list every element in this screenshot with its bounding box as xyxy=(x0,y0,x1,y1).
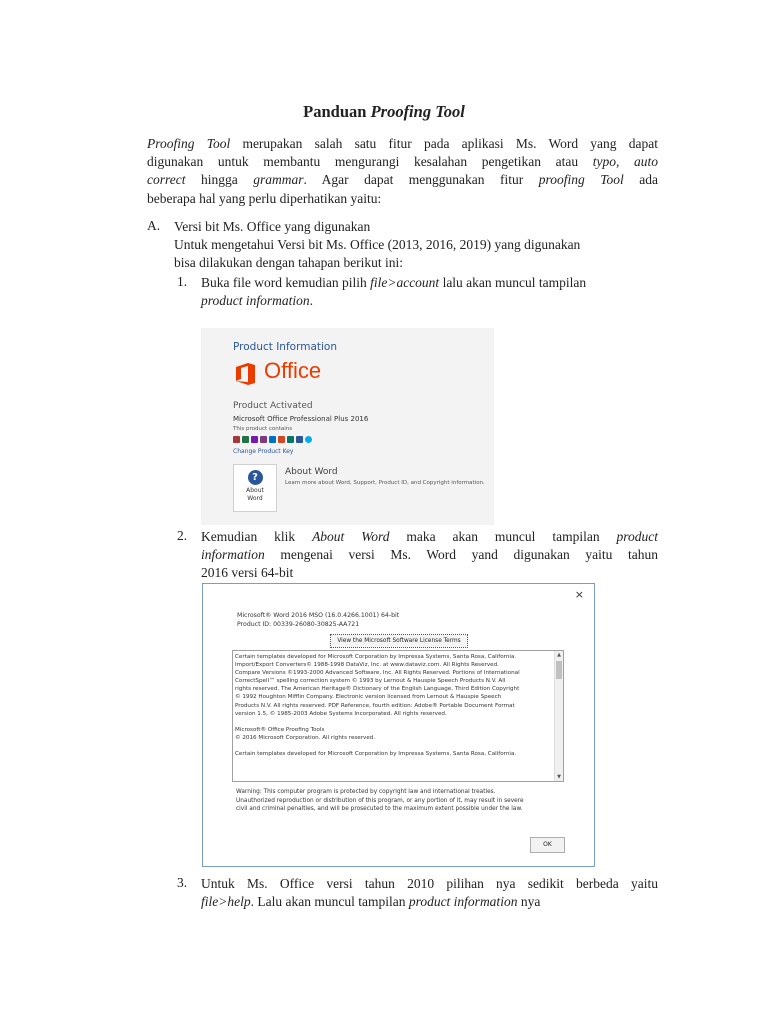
step-2-marker: 2. xyxy=(177,528,188,543)
outlook-icon xyxy=(269,436,276,443)
intro-text: merupakan salah satu fitur pada aplikasi Ms. Word yang dapat xyxy=(230,136,658,151)
skype-icon xyxy=(305,436,312,443)
license-line: Import/Export Converters© 1988-1998 DataViz, Inc. at www.dataviz.com. All Rights Reserved. xyxy=(235,662,499,669)
step-3-text: Untuk Ms. Office versi tahun 2010 pilihan nya sedikit berbeda yaitu xyxy=(201,876,658,891)
title-text: Panduan xyxy=(303,102,371,121)
step-term: About Word xyxy=(312,529,390,544)
ok-button[interactable]: OK xyxy=(530,837,565,853)
step-1-marker: 1. xyxy=(177,274,188,289)
step-1-text-2 xyxy=(201,292,661,310)
step-3-marker: 3. xyxy=(177,875,188,890)
step-term: file>help xyxy=(201,894,251,909)
license-line: © 1992 Houghton Mifflin Company. Electronic version licensed from Lernout & Hauspie Speech xyxy=(235,694,502,701)
step-term: information xyxy=(201,547,265,562)
change-product-key-link[interactable]: Change Product Key xyxy=(233,448,294,455)
warning-line: Warning: This computer program is protected by copyright law and international treaties. xyxy=(236,789,496,795)
warning-line: Unauthorized reproduction or distribution of this program, or any portion of it, may result in severe xyxy=(236,797,524,804)
license-text xyxy=(235,653,555,758)
step-text: Buka file word kemudian pilih xyxy=(201,275,371,290)
view-license-button[interactable]: View the Microsoft Software License Terms xyxy=(330,634,468,648)
product-id-line: Product ID: 00339-26080-30825-AA721 xyxy=(237,621,360,628)
powerpoint-icon xyxy=(278,436,285,443)
intro-text: hingga xyxy=(185,172,254,188)
product-information-screenshot xyxy=(201,328,494,525)
license-line: rights reserved. The American Heritage® Dictionary of the English Language, Third Edition Copyright xyxy=(235,686,520,693)
excel-icon xyxy=(242,436,249,443)
step-term: file>account xyxy=(370,275,440,290)
scroll-down-icon[interactable]: ▼ xyxy=(557,774,561,780)
step-1-text xyxy=(201,274,661,292)
step-term: product information xyxy=(408,894,518,909)
step-term: product xyxy=(616,529,658,544)
section-a-marker: A. xyxy=(147,218,161,233)
intro-term: proofing Tool xyxy=(538,172,624,188)
step-2-text-3: 2016 versi 64-bit xyxy=(201,565,294,580)
version-line: Microsoft® Word 2016 MSO (16.0.4266.1001) 64-bit xyxy=(237,612,400,619)
about-word-button[interactable] xyxy=(233,464,277,512)
license-scrollbar[interactable] xyxy=(554,651,563,781)
intro-text: beberapa hal yang perlu diperhatikan yaitu: xyxy=(147,190,382,206)
step-2-text-2 xyxy=(201,546,658,564)
close-icon[interactable]: × xyxy=(574,588,584,601)
onenote-icon xyxy=(260,436,267,443)
office-brand: Office xyxy=(264,358,322,383)
product-name: Microsoft Office Professional Plus 2016 xyxy=(233,415,369,423)
app-icons xyxy=(233,436,312,443)
scroll-thumb[interactable] xyxy=(556,661,562,679)
step-3-text-2 xyxy=(201,893,658,911)
office-logo-icon xyxy=(234,362,258,386)
help-question-icon: ? xyxy=(248,470,263,485)
warning-line: civil and criminal penalties, and will be prosecuted to the maximum extent possible under the law. xyxy=(236,806,523,813)
license-text-box[interactable] xyxy=(232,650,564,782)
product-activated: Product Activated xyxy=(233,401,313,411)
step-text: . xyxy=(309,293,314,308)
intro-text: digunakan untuk membantu mengurangi kesalahan pengetikan atau xyxy=(147,154,593,170)
intro-text: ada xyxy=(623,172,659,188)
intro-term: typo, auto xyxy=(592,154,658,170)
license-line: CorrectSpell™ spelling correction system © 1993 by Lernout & Hauspie Speech Products N.V. All xyxy=(235,678,506,685)
license-line: Certain templates developed for Microsoft Corporation by Impressa Systems, Santa Rosa, California. xyxy=(235,750,517,757)
title-italic: Proofing Tool xyxy=(370,102,465,121)
word-icon xyxy=(296,436,303,443)
license-line: Certain templates developed for Microsoft Corporation by Impressa Systems, Santa Rosa, California. xyxy=(235,654,517,660)
proofing-line: Microsoft® Office Proofing Tools xyxy=(235,726,325,733)
step-2-text xyxy=(201,528,658,546)
section-a-heading: Versi bit Ms. Office yang digunakan xyxy=(174,219,371,234)
about-word-description: Learn more about Word, Support, Product ID, and Copyright information. xyxy=(285,480,485,486)
intro-term: Proofing Tool xyxy=(147,136,231,151)
section-a-text: Untuk mengetahui Versi bit Ms. Office (2013, 2016, 2019) yang digunakan xyxy=(174,237,581,252)
step-text: nya xyxy=(517,894,541,909)
about-word-heading: About Word xyxy=(285,467,338,477)
step-term: product information xyxy=(201,293,310,308)
step-text: lalu akan muncul tampilan xyxy=(439,275,587,290)
document-title xyxy=(0,102,768,122)
step-text: maka akan muncul tampilan xyxy=(389,529,617,544)
about-word-dialog-screenshot xyxy=(202,583,595,867)
intro-text: . Agar dapat menggunakan fitur xyxy=(303,172,539,188)
license-line: Products N.V. All rights reserved. PDF Reference, fourth edition: Adobe® Portable Document Format xyxy=(235,702,515,709)
intro-term: correct xyxy=(147,172,186,188)
license-line: version 1.5, © 1985-2003 Adobe Systems Incorporated. All rights reserved. xyxy=(235,710,447,717)
proofing-line: © 2016 Microsoft Corporation. All rights reserved. xyxy=(235,734,376,741)
intro-term: grammar xyxy=(253,172,304,188)
access-icon xyxy=(233,436,240,443)
step-text: Kemudian klik xyxy=(201,529,313,544)
license-line: Compare Versions ©1993-2000 Advanced Software, Inc. All Rights Reserved. Portions of International xyxy=(235,670,520,677)
step-text: . Lalu akan muncul tampilan xyxy=(250,894,409,909)
infopath-icon xyxy=(251,436,258,443)
product-information-title: Product Information xyxy=(233,341,337,353)
publisher-icon xyxy=(287,436,294,443)
scroll-up-icon[interactable]: ▲ xyxy=(557,652,561,658)
step-text: mengenai versi Ms. Word yand digunakan yaitu tahun xyxy=(264,547,658,562)
about-word-button-label: About Word xyxy=(246,487,264,502)
version-info xyxy=(237,611,399,629)
section-a-text: bisa dilakukan dengan tahapan berikut ini: xyxy=(174,255,404,270)
intro-paragraph xyxy=(147,135,658,208)
copyright-warning xyxy=(236,788,566,814)
product-contains: This product contains xyxy=(233,426,293,432)
